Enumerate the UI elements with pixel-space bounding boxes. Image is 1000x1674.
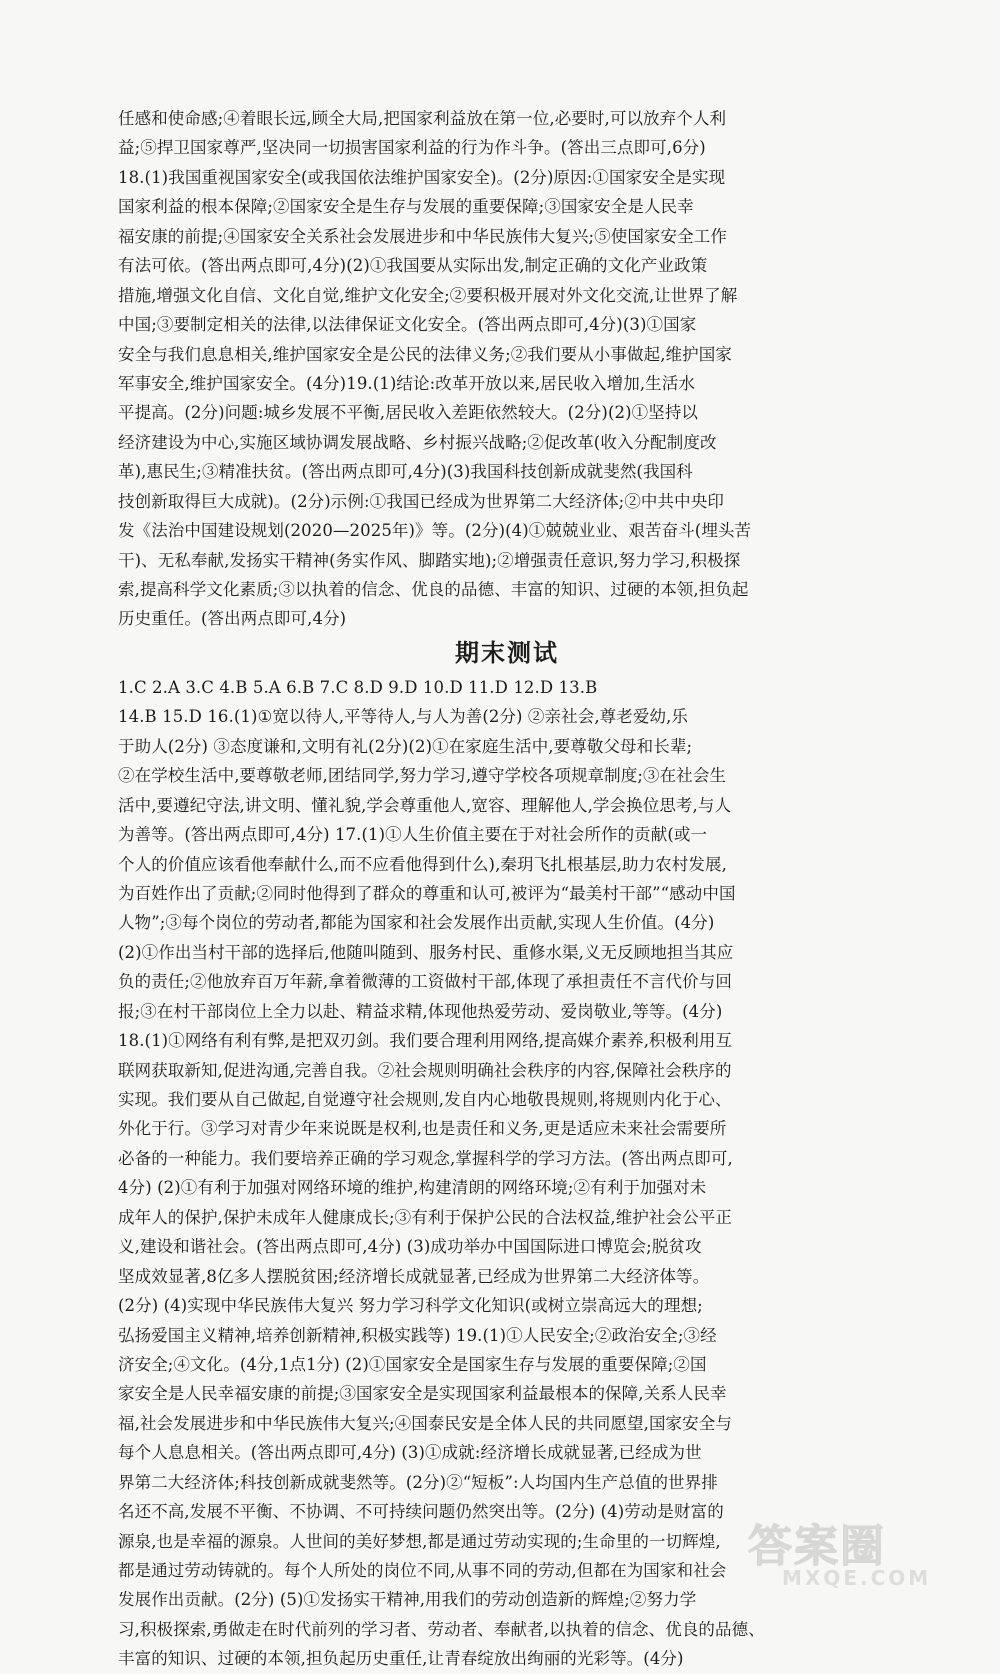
answer-page xyxy=(118,104,896,1674)
text-line: 负的责任;②他放弃百万年薪,拿着微薄的工资做村干部,体现了承担责任不言代价与回 xyxy=(118,972,732,992)
answers-section-prev xyxy=(118,104,896,634)
text-line: 源泉,也是幸福的源泉。人世间的美好梦想,都是通过劳动实现的;生命里的一切辉煌, xyxy=(118,1531,721,1551)
text-line: 国家利益的根本保障;②国家安全是生存与发展的重要保障;③国家安全是人民幸 xyxy=(118,197,694,217)
section-heading-final-test: 期末测试 xyxy=(455,638,559,667)
text-line: 为百姓作出了贡献;②同时他得到了群众的尊重和认可,被评为“最美村干部”“感动中国 xyxy=(118,883,736,903)
text-line: (2分) (4)实现中华民族伟大复兴 努力学习科学文化知识(或树立崇高远大的理想; xyxy=(118,1296,703,1316)
text-line: 14.B 15.D 16.(1)①宽以待人,平等待人,与人为善(2分) ②亲社会,尊老爱幼,乐 xyxy=(118,707,689,727)
text-line: 个人的价值应该看他奉献什么,而不应看他得到什么),秦玥飞扎根基层,助力农村发展, xyxy=(118,854,727,874)
text-line: 福安康的前提;④国家安全关系社会发展进步和中华民族伟大复兴;⑤使国家安全工作 xyxy=(118,226,727,246)
text-line: 益;⑤捍卫国家尊严,坚决同一切损害国家利益的行为作斗争。(答出三点即可,6分) xyxy=(118,138,706,158)
text-line: 界第二大经济体;科技创新成就斐然等。(2分)②“短板”:人均国内生产总值的世界排 xyxy=(118,1472,718,1492)
text-line: 于助人(2分) ③态度谦和,文明有礼(2分)(2)①在家庭生活中,要尊敬父母和长辈; xyxy=(118,736,693,756)
text-line: 坚成效显著,8亿多人摆脱贫困;经济增长成就显著,已经成为世界第二大经济体等。 xyxy=(118,1266,710,1286)
text-line: 中国;③要制定相关的法律,以法律保证文化安全。(答出两点即可,4分)(3)①国家 xyxy=(118,315,697,335)
text-line: 联网获取新知,促进沟通,完善自我。②社会规则明确社会秩序的内容,保障社会秩序的 xyxy=(118,1060,732,1080)
text-line: 革),惠民生;③精准扶贫。(答出两点即可,4分)(3)我国科技创新成就斐然(我国科 xyxy=(118,462,693,482)
text-line: 措施,增强文化自信、文化自觉,维护文化安全;②要积极开展对外文化交流,让世界了解 xyxy=(118,285,738,305)
text-line: 技创新取得巨大成就)。(2分)示例:①我国已经成为世界第二大经济体;②中共中央印 xyxy=(118,491,724,511)
text-line: 报;③在村干部岗位上全力以赴、精益求精,体现他热爱劳动、爱岗敬业,等等。(4分) xyxy=(118,1001,723,1021)
watermark-brand: 答案圈 xyxy=(748,1521,886,1572)
text-line: 都是通过劳动铸就的。每个人所处的岗位不同,从事不同的劳动,但都在为国家和社会 xyxy=(118,1561,727,1580)
text-line: 义,建设和谐社会。(答出两点即可,4分) (3)成功举办中国国际进口博览会;脱贫攻 xyxy=(118,1237,702,1257)
text-line: 索,提高科学文化素质;③以执着的信念、优良的品德、丰富的知识、过硬的本领,担负起 xyxy=(118,580,749,599)
text-line: 济安全;④文化。(4分,1点1分) (2)①国家安全是国家生存与发展的重要保障;②国 xyxy=(118,1354,707,1374)
text-line: 发《法治中国建设规划(2020—2025年)》等。(2分)(4)①兢兢业业、艰苦奋斗(埋头苦 xyxy=(118,521,752,541)
text-line: 任感和使命感;④着眼长远,顾全大局,把国家利益放在第一位,必要时,可以放弃个人利 xyxy=(118,109,727,128)
text-line: 每个人息息相关。(答出两点即可,4分) (3)①成就:经济增长成就显著,已经成为世 xyxy=(118,1443,702,1463)
text-line: 丰富的知识、过硬的本领,担负起历史重任,让青春绽放出绚丽的光彩等。(4分) xyxy=(118,1649,684,1669)
text-line: 平提高。(2分)问题:城乡发展不平衡,居民收入差距依然较大。(2分)(2)①坚持以 xyxy=(118,403,699,423)
text-line: 家安全是人民幸福安康的前提;③国家安全是实现国家利益最根本的保障,关系人民幸 xyxy=(118,1384,727,1404)
text-line: 18.(1)我国重视国家安全(或我国依法维护国家安全)。(2分)原因:①国家安全是实现 xyxy=(118,167,726,187)
text-line: 18.(1)①网络有利有弊,是把双刃剑。我们要合理利用网络,提高媒介素养,积极利用互 xyxy=(118,1031,733,1051)
text-line: 为善等。(答出两点即可,4分) 17.(1)①人生价值主要在于对社会所作的贡献(或一 xyxy=(118,825,708,845)
text-line: 活中,要遵纪守法,讲文明、懂礼貌,学会尊重他人,宽容、理解他人,学会换位思考,与人 xyxy=(118,795,732,815)
text-line: 福,社会发展进步和中华民族伟大复兴;④国泰民安是全体人民的共同愿望,国家安全与 xyxy=(118,1413,732,1433)
text-line: 干)、无私奉献,发扬实干精神(务实作风、脚踏实地);②增强责任意识,努力学习,积极探 xyxy=(118,550,741,570)
watermark-logo xyxy=(742,1510,982,1590)
text-line: 名还不高,发展不平衡、不协调、不可持续问题仍然突出等。(2分) (4)劳动是财富的 xyxy=(118,1502,724,1522)
text-line: 4分) (2)①有利于加强对网络环境的维护,构建清朗的网络环境;②有利于加强对未 xyxy=(118,1178,707,1198)
text-line: 习,积极探索,勇做走在时代前列的学习者、劳动者、奉献者,以执着的信念、优良的品德、 xyxy=(118,1619,765,1639)
text-line: 经济建设为中心,实施区域协调发展战略、乡村振兴战略;②促改革(收入分配制度改 xyxy=(118,432,717,452)
text-line: ②在学校生活中,要尊敬老师,团结同学,努力学习,遵守学校各项规章制度;③在社会生 xyxy=(118,766,727,786)
text-line: 必备的一种能力。我们要培养正确的学习观念,掌握科学的学习方法。(答出两点即可, xyxy=(118,1148,733,1168)
text-line: 外化于行。③学习对青少年来说既是权利,也是责任和义务,更是适应未来社会需要所 xyxy=(118,1119,727,1139)
text-line: 有法可依。(答出两点即可,4分)(2)①我国要从实际出发,制定正确的文化产业政策 xyxy=(118,256,708,276)
text-line: 弘扬爱国主义精神,培养创新精神,积极实践等) 19.(1)①人民安全;②政治安全;③经 xyxy=(118,1325,717,1345)
text-line: 1.C 2.A 3.C 4.B 5.A 6.B 7.C 8.D 9.D 10.D 11.D 12.D 13.B xyxy=(118,677,598,697)
watermark-url: MXQE.COM xyxy=(782,1566,932,1590)
text-line: 成年人的保护,保护未成年人健康成长;③有利于保护公民的合法权益,维护社会公平正 xyxy=(118,1207,732,1227)
text-line: (2)①作出当村干部的选择后,他随叫随到、服务村民、重修水渠,义无反顾地担当其应 xyxy=(118,942,734,962)
text-line: 实现。我们要从自己做起,自觉遵守社会规则,发自内心地敬畏规则,将规则内化于心、 xyxy=(118,1090,732,1109)
text-line: 发展作出贡献。(2分) (5)①发扬实干精神,用我们的劳动创造新的辉煌;②努力学 xyxy=(118,1590,697,1610)
text-line: 人物”;③每个岗位的劳动者,都能为国家和社会发展作出贡献,实现人生价值。(4分) xyxy=(118,913,715,933)
text-line: 安全与我们息息相关,维护国家安全是公民的法律义务;②我们要从小事做起,维护国家 xyxy=(118,344,732,364)
text-line: 军事安全,维护国家安全。(4分)19.(1)结论:改革开放以来,居民收入增加,生活水 xyxy=(118,373,695,393)
text-line: 历史重任。(答出两点即可,4分) xyxy=(118,609,347,629)
